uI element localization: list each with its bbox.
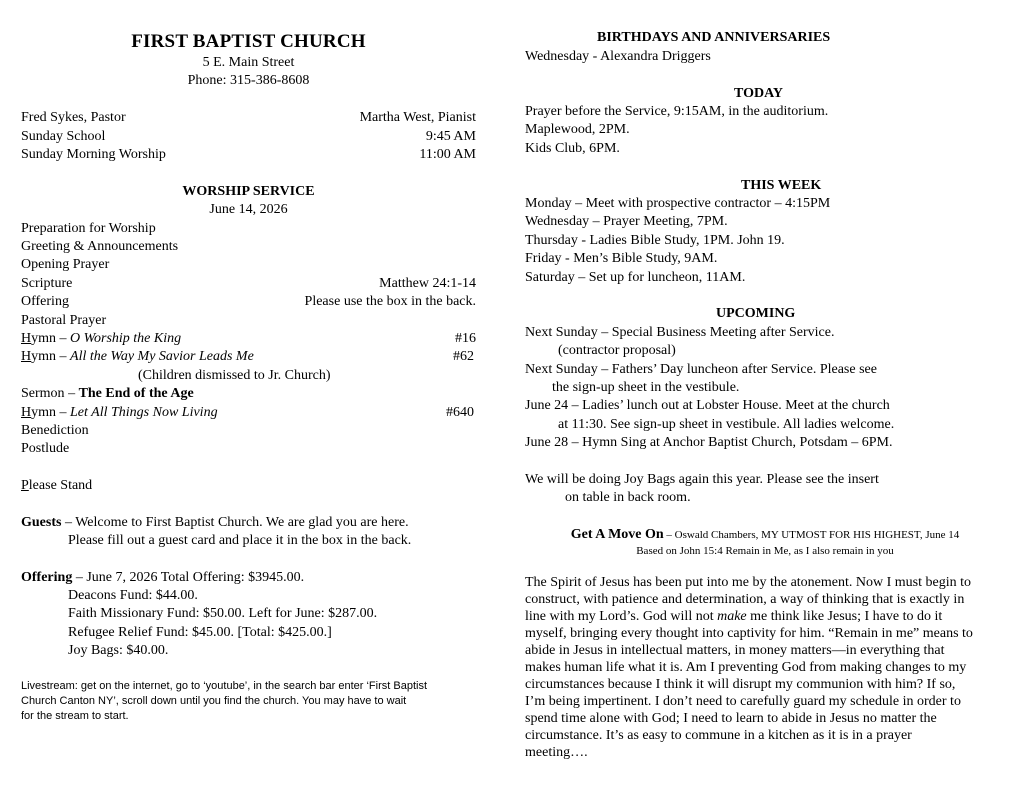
offering-report-line-1 (21, 569, 304, 587)
devotional-line: myself, bringing every thought into captivity for him. “Remain in me” means to (525, 626, 973, 641)
sermon-title: The End of the Age (78, 386, 194, 401)
offering-report-label: Offering (21, 570, 73, 585)
upcoming-line: at 11:30. See sign-up sheet in vestibule. All ladies welcome. (558, 417, 895, 432)
this-week-item: Wednesday – Prayer Meeting, 7PM. (525, 214, 728, 229)
this-week-item: Monday – Meet with prospective contractor – 4:15PM (525, 196, 831, 211)
pianist-name: Martha West, Pianist (359, 110, 476, 125)
joy-bags-line-2: on table in back room. (565, 490, 691, 505)
sunday-school-row (21, 128, 476, 146)
offering-refugee-relief-fund: Refugee Relief Fund: $45.00. [Total: $425.00.] (68, 625, 332, 640)
order-prep: Preparation for Worship (21, 221, 156, 236)
devotional-title: Get A Move On (570, 527, 664, 542)
sunday-school-time: 9:45 AM (425, 129, 476, 144)
hymn-label-initial: H (21, 349, 32, 364)
devotional-line-end: me think like Jesus; I have to do it (746, 609, 943, 624)
church-name: FIRST BAPTIST CHURCH (131, 31, 366, 52)
hymn-1-number: #16 (455, 331, 476, 346)
devotional-line: abide in Jesus in intellectual matters, in money matters—in everything that (525, 643, 945, 658)
hymn-2-number: #62 (453, 349, 474, 364)
guests-line-2: Please fill out a guest card and place it in the box in the back. (68, 533, 412, 548)
worship-date: June 14, 2026 (209, 202, 288, 217)
livestream-line-2: Church Canton NY’, scroll down until you find the church. You may have to wait (21, 695, 407, 707)
order-hymn-3 (21, 404, 476, 422)
devotional-line: spend time alone with God; I need to learn to abide in Jesus no matter the (525, 711, 937, 726)
guests-label: Guests (21, 515, 62, 530)
upcoming-line: the sign-up sheet in the vestibule. (552, 380, 740, 395)
upcoming-line: Next Sunday – Fathers’ Day luncheon after Service. Please see (525, 362, 877, 377)
upcoming-line: June 28 – Hymn Sing at Anchor Baptist Church, Potsdam – 6PM. (525, 435, 893, 450)
upcoming-heading: UPCOMING (716, 306, 796, 321)
offering-deacons-fund: Deacons Fund: $44.00. (68, 588, 198, 603)
scripture-label: Scripture (21, 276, 73, 291)
today-item: Maplewood, 2PM. (525, 122, 630, 137)
today-item: Kids Club, 6PM. (525, 141, 620, 156)
hymn-label-rest: ymn (31, 331, 57, 346)
guests-welcome: – Welcome to First Baptist Church. We are glad you are here. (61, 515, 409, 530)
worship-service-heading: WORSHIP SERVICE (182, 184, 315, 199)
devotional-subtitle: Based on John 15:4 Remain in Me, as I also remain in you (636, 545, 894, 557)
upcoming-line: (contractor proposal) (558, 343, 676, 358)
worship-time-value: 11:00 AM (419, 147, 476, 162)
stand-initial: P (21, 478, 29, 493)
hymn-1-title: O Worship the King (70, 331, 182, 346)
upcoming-line: Next Sunday – Special Business Meeting after Service. (525, 325, 835, 340)
order-hymn-2 (21, 348, 476, 366)
dash: – (56, 331, 71, 346)
hymn-3-number: #640 (446, 405, 474, 420)
order-benediction: Benediction (21, 423, 89, 438)
sunday-school-label: Sunday School (21, 129, 106, 144)
guests-line-1 (21, 514, 409, 532)
order-pastoral-prayer: Pastoral Prayer (21, 313, 107, 328)
offering-joy-bags: Joy Bags: $40.00. (68, 643, 169, 658)
this-week-item: Thursday - Ladies Bible Study, 1PM. John 19. (525, 233, 785, 248)
this-week-item: Friday - Men’s Bible Study, 9AM. (525, 251, 718, 266)
order-scripture (21, 275, 476, 293)
dash: – (64, 386, 79, 401)
today-item: Prayer before the Service, 9:15AM, in the auditorium. (525, 104, 829, 119)
children-dismissed-note: (Children dismissed to Jr. Church) (138, 368, 331, 383)
hymn-label-rest: ymn (31, 349, 57, 364)
offering-label: Offering (21, 294, 69, 309)
dash: – (56, 349, 71, 364)
church-address: 5 E. Main Street (202, 55, 295, 70)
today-heading: TODAY (734, 86, 784, 101)
devotional-emphasis: make (717, 609, 747, 624)
devotional-line: construct, with patience and determination, a way of thinking that is exactly in (525, 592, 965, 607)
devotional-line: meeting…. (525, 745, 588, 760)
order-postlude: Postlude (21, 441, 70, 456)
order-greeting: Greeting & Announcements (21, 239, 179, 254)
sermon-label: Sermon (21, 386, 65, 401)
devotional-line (525, 608, 942, 626)
joy-bags-line-1: We will be doing Joy Bags again this year. Please see the insert (525, 472, 879, 487)
devotional-line: I’m being impertinent. I don’t need to carefully guard my schedule in order to (525, 694, 961, 709)
order-hymn-1 (21, 330, 476, 348)
stand-rest: lease Stand (28, 478, 93, 493)
devotional-line-start: line with my Lord’s. God will not (525, 609, 718, 624)
worship-time-row (21, 146, 476, 164)
order-opening-prayer: Opening Prayer (21, 257, 110, 272)
worship-time-label: Sunday Morning Worship (21, 147, 166, 162)
livestream-line-1: Livestream: get on the internet, go to ‘youtube’, in the search bar enter ‘First Baptist (21, 680, 427, 692)
hymn-label-rest: ymn (31, 405, 57, 420)
order-sermon (21, 385, 194, 403)
devotional-line: The Spirit of Jesus has been put into me by the atonement. Now I must begin to (525, 575, 971, 590)
please-stand-note (21, 477, 92, 495)
offering-note: Please use the box in the back. (304, 294, 476, 309)
birthdays-heading: BIRTHDAYS AND ANNIVERSARIES (597, 30, 831, 45)
offering-total: – June 7, 2026 Total Offering: $3945.00. (72, 570, 305, 585)
church-phone: Phone: 315-386-8608 (187, 73, 310, 88)
devotional-line: circumstance. It’s as easy to commune in a kitchen as it is in a prayer (525, 728, 912, 743)
pastor-name: Fred Sykes, Pastor (21, 110, 126, 125)
hymn-label-initial: H (21, 405, 32, 420)
this-week-heading: THIS WEEK (741, 178, 822, 193)
upcoming-line: June 24 – Ladies’ lunch out at Lobster House. Meet at the church (525, 398, 890, 413)
devotional-line: makes human life what it is. Am I preventing God from making changes to my (525, 660, 967, 675)
devotional-attribution: – Oswald Chambers, MY UTMOST FOR HIS HIGHEST, June 14 (663, 529, 960, 541)
hymn-3-title: Let All Things Now Living (70, 405, 218, 420)
hymn-label-initial: H (21, 331, 32, 346)
hymn-2-title: All the Way My Savior Leads Me (70, 349, 254, 364)
devotional-line: circumstances because I think it will disrupt my communion with him? If so, (525, 677, 956, 692)
birthdays-line: Wednesday - Alexandra Driggers (525, 49, 711, 64)
order-offering (21, 293, 476, 311)
dash: – (56, 405, 71, 420)
offering-faith-missionary-fund: Faith Missionary Fund: $50.00. Left for June: $287.00. (68, 606, 378, 621)
staff-row (21, 109, 476, 127)
livestream-line-3: for the stream to start. (21, 710, 129, 722)
this-week-item: Saturday – Set up for luncheon, 11AM. (525, 270, 746, 285)
scripture-reference: Matthew 24:1-14 (379, 276, 476, 291)
